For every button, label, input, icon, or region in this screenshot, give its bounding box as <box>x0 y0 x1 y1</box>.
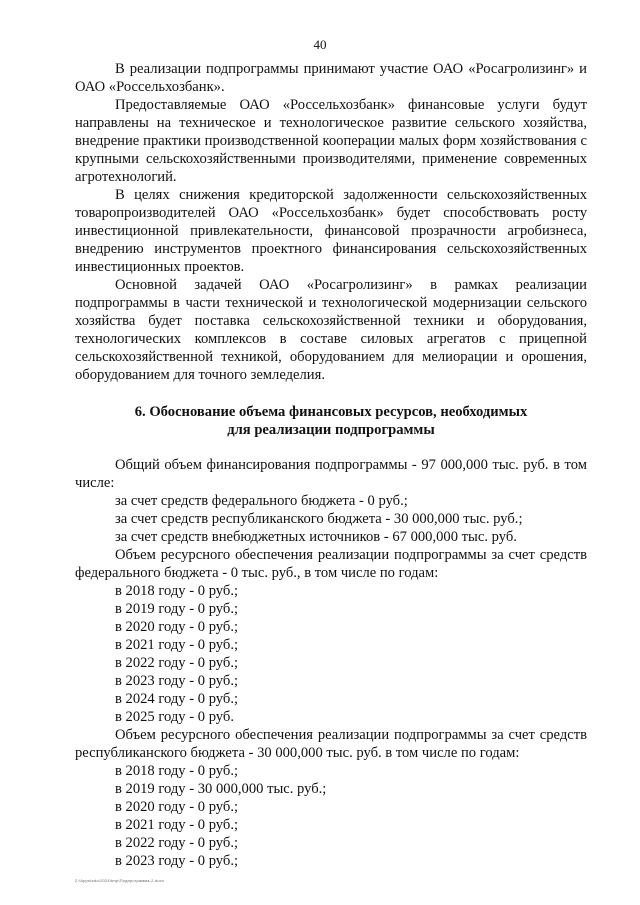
page-number: 40 <box>313 37 327 52</box>
federal-year-line: в 2024 году - 0 руб.; <box>115 691 239 707</box>
republic-year-line: в 2019 году - 30 000,000 тыс. руб.; <box>115 781 327 797</box>
funding-source-line: за счет средств республиканского бюджета - 30 000,000 тыс. руб.; <box>115 511 523 527</box>
section-heading <box>75 403 587 439</box>
footer-file-path: Z:\Apps\edo\2024\tmp\Подпрограмма-2.docx <box>75 878 165 883</box>
document-body <box>75 60 587 870</box>
federal-year-line: в 2018 году - 0 руб.; <box>115 583 239 599</box>
section-heading-line: для реализации подпрограммы <box>227 422 435 438</box>
funding-source-line: за счет средств внебюджетных источников - 67 000,000 тыс. руб. <box>115 529 517 545</box>
federal-year-line: в 2021 году - 0 руб.; <box>115 637 239 653</box>
funding-source-line: за счет средств федерального бюджета - 0 руб.; <box>115 493 408 509</box>
paragraph-bank-services: Предоставляемые ОАО «Россельхозбанк» финансовые услуги будут направлены на техническое и технологическое развитие сельского хозяйства, внедрение практики производственной кооперации малых форм хозяйствования с крупными сельскохозяйственными производителями, применение современных агротехнологий. <box>75 97 587 185</box>
republic-year-line: в 2021 году - 0 руб.; <box>115 817 239 833</box>
paragraph-republic-budget: Объем ресурсного обеспечения реализации подпрограммы за счет средств республиканского бюджета - 30 000,000 тыс. руб. в том числе по годам: <box>75 727 587 761</box>
republic-year-line: в 2018 году - 0 руб.; <box>115 763 239 779</box>
paragraph-participants: В реализации подпрограммы принимают участие ОАО «Росагролизинг» и ОАО «Россельхозбанк». <box>75 61 587 95</box>
republic-year-line: в 2023 году - 0 руб.; <box>115 853 239 869</box>
federal-year-line: в 2019 году - 0 руб.; <box>115 601 239 617</box>
section-heading-line: 6. Обоснование объема финансовых ресурсов, необходимых <box>134 404 528 420</box>
paragraph-federal-budget: Объем ресурсного обеспечения реализации подпрограммы за счет средств федерального бюджета - 0 тыс. руб., в том числе по годам: <box>75 547 587 581</box>
paragraph-debt-reduction: В целях снижения кредиторской задолженности сельскохозяйственных товаропроизводителей ОАО «Россельхозбанк» будет способствовать росту инвестиционной привлекательности, финансовой прозрачности агробизнеса, внедрению инструментов проектного финансирования сельскохозяйственных инвестиционных проектов. <box>75 187 587 275</box>
paragraph-total-funding: Общий объем финансирования подпрограммы - 97 000,000 тыс. руб. в том числе: <box>75 457 587 491</box>
federal-year-line: в 2025 году - 0 руб. <box>115 709 234 725</box>
federal-year-line: в 2023 году - 0 руб.; <box>115 673 239 689</box>
republic-year-line: в 2022 году - 0 руб.; <box>115 835 239 851</box>
republic-year-line: в 2020 году - 0 руб.; <box>115 799 239 815</box>
paragraph-leasing-task: Основной задачей ОАО «Росагролизинг» в рамках реализации подпрограммы в части технической и технологической модернизации сельского хозяйства будет поставка сельскохозяйственной техники и оборудования, технологических комплексов в составе силовых агрегатов с прицепной сельскохозяйственной техникой, оборудованием для мелиорации и орошения, оборудованием для точного земледелия. <box>75 277 587 383</box>
federal-year-line: в 2022 году - 0 руб.; <box>115 655 239 671</box>
federal-year-line: в 2020 году - 0 руб.; <box>115 619 239 635</box>
